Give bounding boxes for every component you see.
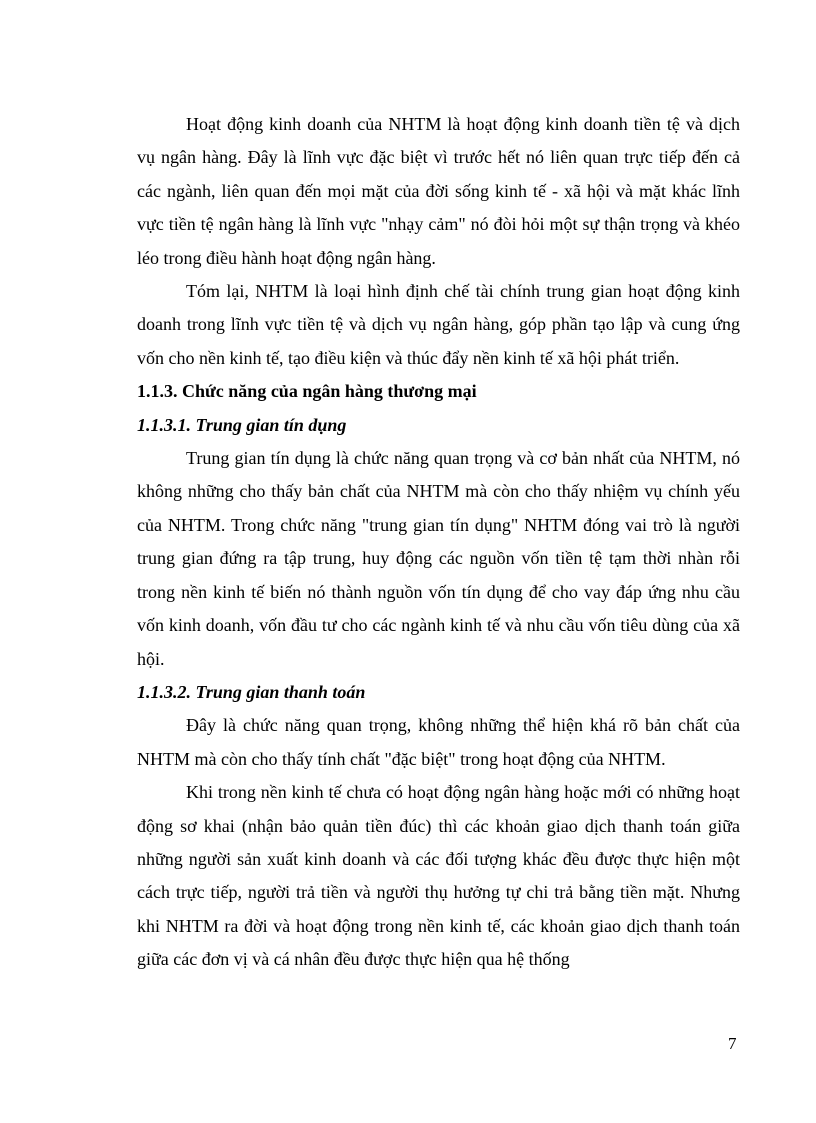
section-heading-functions: 1.1.3. Chức năng của ngân hàng thương mại — [137, 381, 477, 402]
page-number: 7 — [728, 1034, 737, 1053]
paragraph-summary: Tóm lại, NHTM là loại hình định chế tài chính trung gian hoạt động kinh doanh trong lĩnh vực tiền tệ và dịch vụ ngân hàng, góp phần tạo lập và cung ứng vốn cho nền kinh tế, tạo điều kiện và thúc đẩy nền kinh tế xã hội phát triển. — [137, 281, 740, 368]
paragraph-payment-history: Khi trong nền kinh tế chưa có hoạt động ngân hàng hoặc mới có những hoạt động sơ khai (nhận bảo quản tiền đúc) thì các khoản giao dịch thanh toán giữa những người sản xuất kinh doanh và các đối tượng khác đều được thực hiện một cách trực tiếp, người trả tiền và người thụ hưởng tự chi trả bằng tiền mặt. Nhưng khi NHTM ra đời và hoạt động trong nền kinh tế, các khoản giao dịch thanh toán giữa các đơn vị và cá nhân đều được thực hiện qua hệ thống — [137, 782, 740, 970]
subsection-heading-credit-intermediary: 1.1.3.1. Trung gian tín dụng — [137, 414, 347, 435]
paragraph-payment-importance: Đây là chức năng quan trọng, không những thể hiện khá rõ bản chất của NHTM mà còn cho thấy tính chất "đặc biệt" trong hoạt động của NHTM. — [137, 715, 740, 769]
paragraph-business-activity: Hoạt động kinh doanh của NHTM là hoạt động kinh doanh tiền tệ và dịch vụ ngân hàng. Đây là lĩnh vực đặc biệt vì trước hết nó liên quan trực tiếp đến cả các ngành, liên quan đến mọi mặt của đời sống kinh tế - xã hội và mặt khác lĩnh vực tiền tệ ngân hàng là lĩnh vực "nhạy cảm" nó đòi hỏi một sự thận trọng và khéo léo trong điều hành hoạt động ngân hàng. — [137, 114, 740, 268]
page-body — [137, 108, 740, 977]
subsection-heading-payment-intermediary: 1.1.3.2. Trung gian thanh toán — [137, 681, 366, 702]
paragraph-credit-intermediary: Trung gian tín dụng là chức năng quan trọng và cơ bản nhất của NHTM, nó không những cho thấy bản chất của NHTM mà còn cho thấy nhiệm vụ chính yếu của NHTM. Trong chức năng "trung gian tín dụng" NHTM đóng vai trò là người trung gian đứng ra tập trung, huy động các nguồn vốn tiền tệ tạm thời nhàn rỗi trong nền kinh tế biến nó thành nguồn vốn tín dụng để cho vay đáp ứng nhu cầu vốn kinh doanh, vốn đầu tư cho các ngành kinh tế và nhu cầu vốn tiêu dùng của xã hội. — [137, 448, 740, 669]
